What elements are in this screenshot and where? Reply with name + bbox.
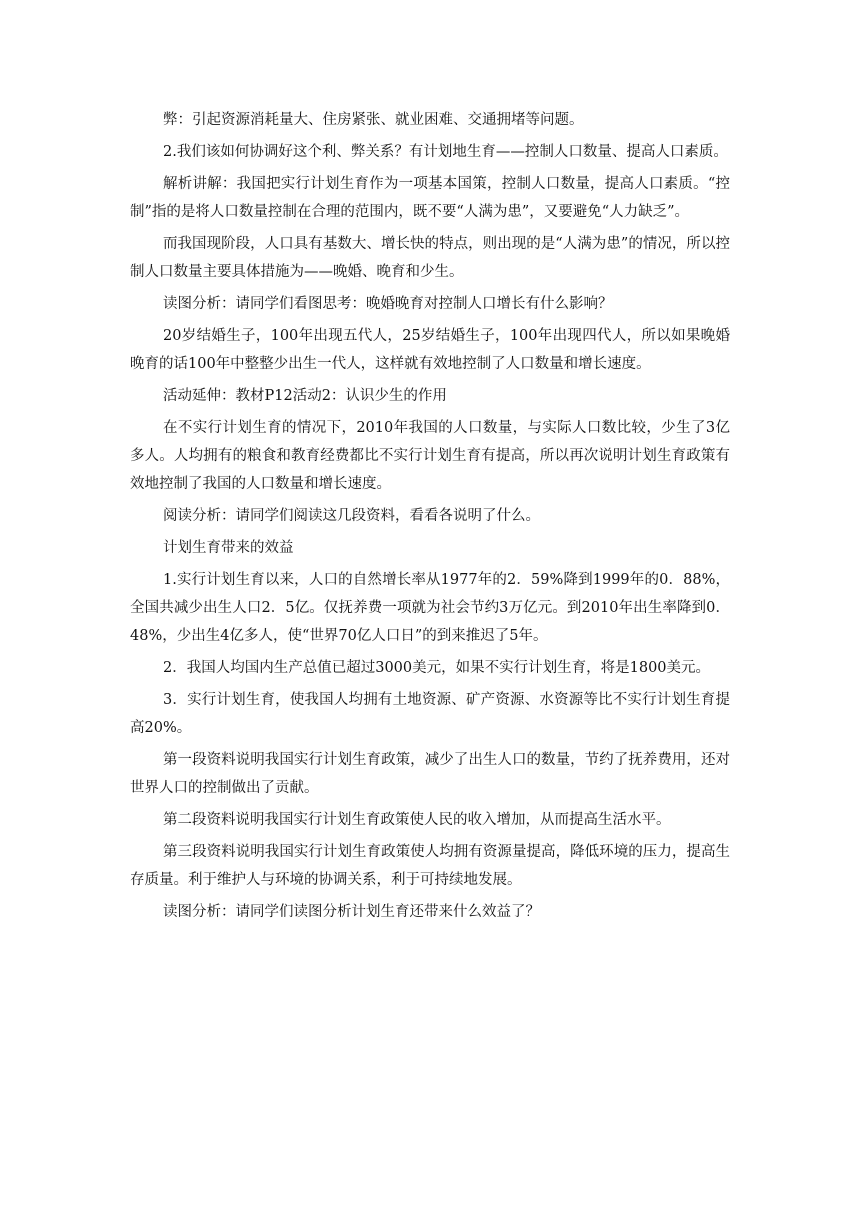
paragraph-benefits-heading: 计划生育带来的效益 xyxy=(163,540,294,556)
paragraph-read-figure-2: 读图分析：请同学们读图分析计划生育还带来什么效益了？ xyxy=(163,904,540,920)
paragraph-activity-extension: 活动延伸：教材P12活动2：认识少生的作用 xyxy=(163,388,447,404)
paragraph-reading-analysis: 阅读分析：请同学们阅读这几段资料，看看各说明了什么。 xyxy=(163,508,540,524)
paragraph-disadvantage: 弊：引起资源消耗量大、住房紧张、就业困难、交通拥堵等问题。 xyxy=(163,112,584,128)
document-page xyxy=(130,106,730,926)
paragraph-read-figure-1: 读图分析：请同学们看图思考：晚婚晚育对控制人口增长有什么影响？ xyxy=(163,296,613,312)
paragraph-question-2: 2.我们该如何协调好这个利、弊关系？有计划地生育——控制人口数量、提高人口素质。 xyxy=(163,144,728,160)
paragraph-material-3: 3．实行计划生育，使我国人均拥有土地资源、矿产资源、水资源等比不实行计划生育提高20%。 xyxy=(130,692,730,736)
paragraph-current-stage: 而我国现阶段，人口具有基数大、增长快的特点，则出现的是“人满为患”的情况，所以控制人口数量主要具体措施为——晚婚、晚育和少生。 xyxy=(130,236,730,280)
paragraph-conclusion-2: 第二段资料说明我国实行计划生育政策使人民的收入增加，从而提高生活水平。 xyxy=(163,812,671,828)
paragraph-material-2: 2．我国人均国内生产总值已超过3000美元，如果不实行计划生育，将是1800美元。 xyxy=(163,660,711,676)
paragraph-material-1: 1.实行计划生育以来，人口的自然增长率从1977年的2．59%降到1999年的0．88%，全国共减少出生人口2．5亿。仅抚养费一项就为社会节约3万亿元。到2010年出生率降到0．48%，少出生4亿多人，使“世界70亿人口日”的到来推迟了5年。 xyxy=(130,572,730,644)
paragraph-generations: 20岁结婚生子，100年出现五代人，25岁结婚生子，100年出现四代人，所以如果晚婚晚育的话100年中整整少出生一代人，这样就有效地控制了人口数量和增长速度。 xyxy=(130,328,730,372)
paragraph-conclusion-3: 第三段资料说明我国实行计划生育政策使人均拥有资源量提高，降低环境的压力，提高生存质量。利于维护人与环境的协调关系，利于可持续地发展。 xyxy=(130,844,730,888)
paragraph-explanation: 解析讲解：我国把实行计划生育作为一项基本国策，控制人口数量，提高人口素质。“控制”指的是将人口数量控制在合理的范围内，既不要“人满为患”，又要避免“人力缺乏”。 xyxy=(130,176,730,220)
paragraph-conclusion-1: 第一段资料说明我国实行计划生育政策，减少了出生人口的数量，节约了抚养费用，还对世界人口的控制做出了贡献。 xyxy=(130,752,730,796)
paragraph-without-planning: 在不实行计划生育的情况下，2010年我国的人口数量，与实际人口数比较，少生了3亿多人。人均拥有的粮食和教育经费都比不实行计划生育有提高，所以再次说明计划生育政策有效地控制了我国的人口数量和增长速度。 xyxy=(130,420,730,492)
